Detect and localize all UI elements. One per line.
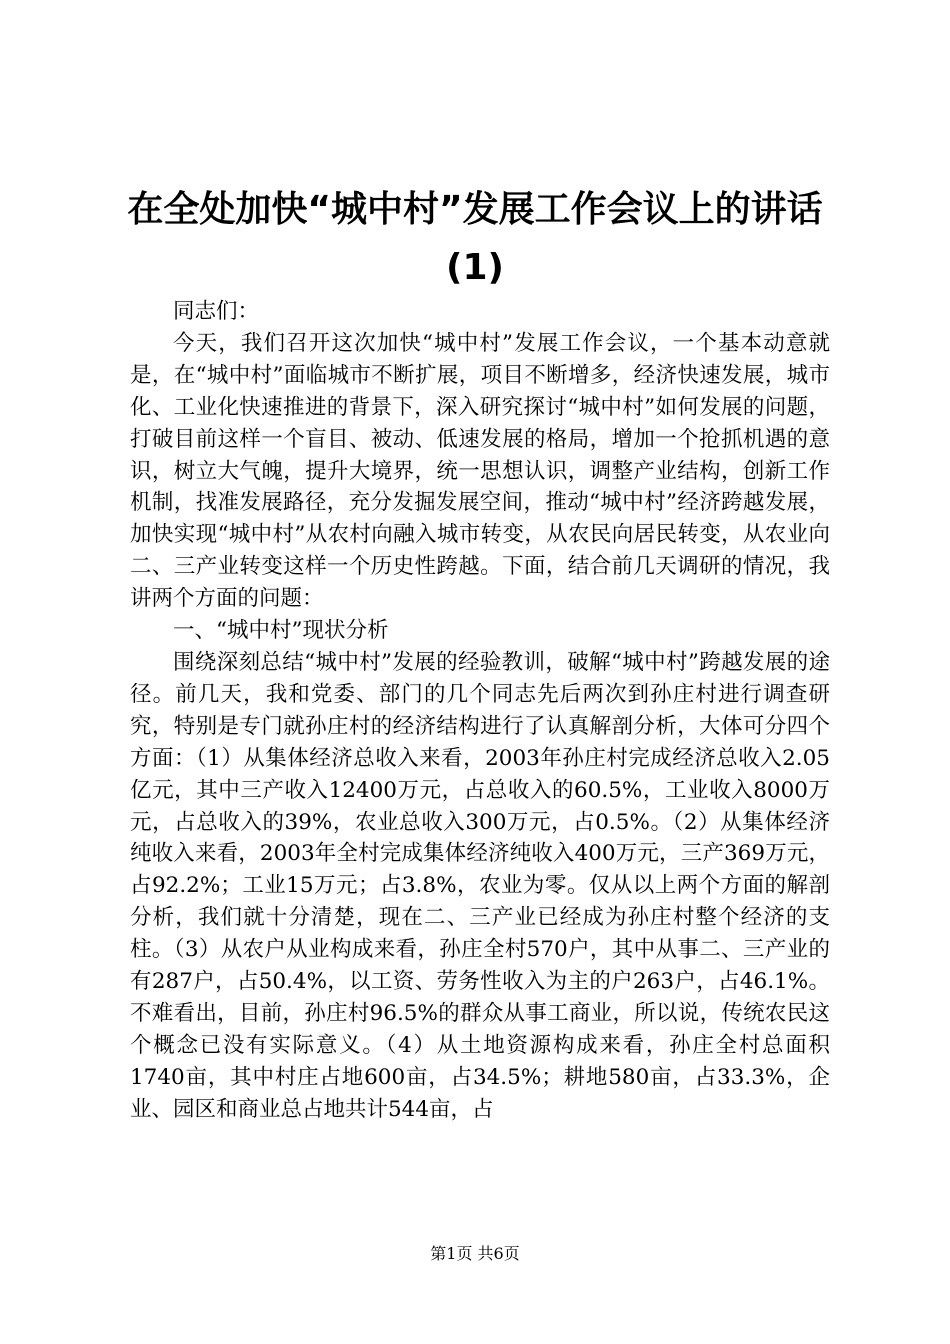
body-paragraph: 围绕深刻总结“城中村”发展的经验教训，破解“城中村”跨越发展的途径。前几天，我和党委、部门的几个同志先后两次到孙庄村进行调查研究，特别是专门就孙庄村的经济结构进行了认真解剖分析，大体可分四个方面：（1）从集体经济总收入来看，2003年孙庄村完成经济总收入2.05亿元，其中三产收入12400万元，占总收入的60.5%，工业收入8000万元，占总收入的39%，农业总收入300万元，占0.5%。（2）从集体经济纯收入来看，2003年全村完成集体经济纯收入400万元，三产369万元，占92.2%；工业15万元；占3.8%，农业为零。仅从以上两个方面的解剖分析，我们就十分清楚，现在二、三产业已经成为孙庄村整个经济的支柱。（3）从农户从业构成来看，孙庄全村570户，其中从事二、三产业的有287户，占50.4%，以工资、劳务性收入为主的户263户，占46.1%。不难看出，目前，孙庄村96.5%的群众从事工商业，所以说，传统农民这个概念已没有实际意义。（4）从土地资源构成来看，孙庄全村总面积1740亩，其中村庄占地600亩，占34.5%；耕地580亩，占33.3%，企业、园区和商业总占地共计544亩，占 — [130, 649, 830, 1122]
section-heading: 一、“城中村”现状分析 — [173, 618, 389, 644]
document-body — [130, 296, 830, 1126]
body-paragraph: 今天，我们召开这次加快“城中村”发展工作会议，一个基本动意就是，在“城中村”面临城市不断扩展，项目不断增多，经济快速发展，城市化、工业化快速推进的背景下，深入研究探讨“城中村”如何发展的问题，打破目前这样一个盲目、被动、低速发展的格局，增加一个抢抓机遇的意识，树立大气魄，提升大境界，统一思想认识，调整产业结构，创新工作机制，找准发展路径，充分发掘发展空间，推动“城中村”经济跨越发展，加快实现“城中村”从农村向融入城市转变，从农民向居民转变，从农业向二、三产业转变这样一个历史性跨越。下面，结合前几天调研的情况，我讲两个方面的问题： — [130, 330, 830, 612]
document-title-continuation: (1) — [446, 247, 504, 288]
salutation: 同志们： — [173, 299, 260, 324]
document-title: 在全处加快“城中村”发展工作会议上的讲话 — [127, 189, 823, 230]
page-footer: 第1页 共6页 — [430, 1244, 520, 1263]
